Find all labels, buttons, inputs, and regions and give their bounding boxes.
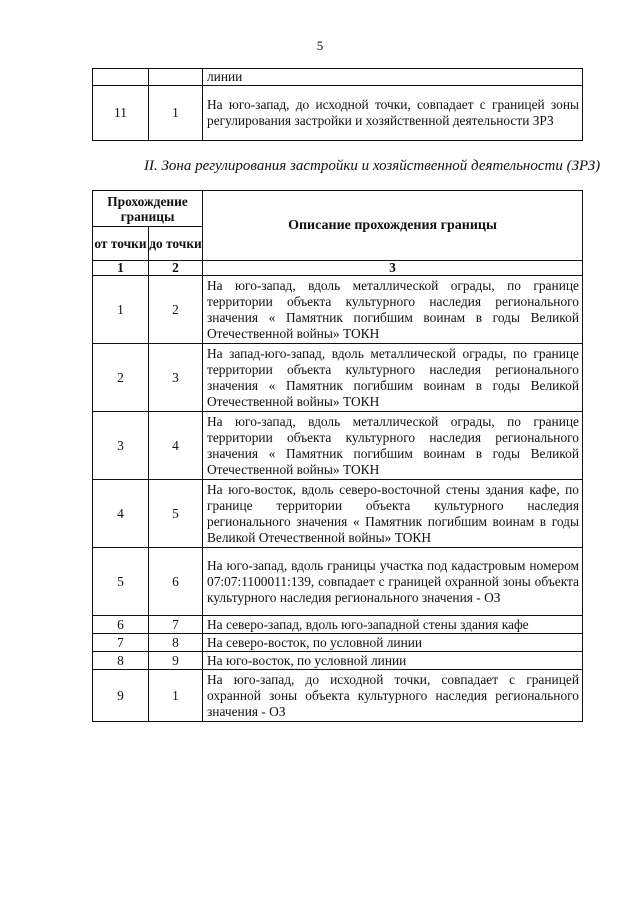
column-number: 2: [149, 261, 203, 276]
description-cell: линии: [203, 69, 583, 86]
description-header: Описание прохождения границы: [203, 191, 583, 261]
to-point-cell: 6: [149, 548, 203, 616]
table-row: [93, 276, 583, 344]
description-cell: На запад-юго-запад, вдоль металлической ограды, по границе территории объекта культурного наследия регионального значения « Памятник погибшим воинам в годы Великой Отечественной войны» ТОКН: [203, 344, 583, 412]
from-point-cell: 8: [93, 652, 149, 670]
description-cell: На юго-восток, вдоль северо-восточной стены здания кафе, по границе территории объекта культурного наследия регионального значения « Памятник погибшим воинам в годы Великой Отечественной войны» ТОКН: [203, 480, 583, 548]
description-cell: На северо-восток, по условной линии: [203, 634, 583, 652]
continuation-table: [92, 68, 583, 141]
table-row: [93, 652, 583, 670]
description-cell: На юго-запад, вдоль металлической ограды, по границе территории объекта культурного наследия регионального значения « Памятник погибшим воинам в годы Великой Отечественной войны» ТОКН: [203, 276, 583, 344]
to-point-cell: 8: [149, 634, 203, 652]
from-point-cell: 2: [93, 344, 149, 412]
description-cell: На юго-запад, до исходной точки, совпадает с границей охранной зоны объекта культурного наследия регионального значения - ОЗ: [203, 670, 583, 722]
table-row: [93, 616, 583, 634]
to-point-cell: [149, 69, 203, 86]
section-title: II. Зона регулирования застройки и хозяйственной деятельности (ЗРЗ): [144, 158, 601, 174]
table-row: [93, 670, 583, 722]
table-row: [93, 480, 583, 548]
description-cell: На юго-запад, вдоль металлической ограды, по границе территории объекта культурного наследия регионального значения « Памятник погибшим воинам в годы Великой Отечественной войны» ТОКН: [203, 412, 583, 480]
column-number: 3: [203, 261, 583, 276]
to-point-cell: 7: [149, 616, 203, 634]
to-point-cell: 9: [149, 652, 203, 670]
table-row: [93, 548, 583, 616]
from-point-cell: 6: [93, 616, 149, 634]
description-cell: На юго-восток, по условной линии: [203, 652, 583, 670]
column-numbers-row: [93, 261, 583, 276]
from-point-cell: 1: [93, 276, 149, 344]
from-point-cell: 5: [93, 548, 149, 616]
boundary-table: [92, 190, 583, 722]
to-point-cell: 3: [149, 344, 203, 412]
from-point-cell: 4: [93, 480, 149, 548]
description-cell: На юго-запад, вдоль границы участка под кадастровым номером 07:07:1100011:139, совпадает с границей охранной зоны объекта культурного наследия регионального значения - ОЗ: [203, 548, 583, 616]
description-cell: На юго-запад, до исходной точки, совпадает с границей зоны регулирования застройки и хозяйственной деятельности ЗРЗ: [203, 86, 583, 141]
from-point-cell: 3: [93, 412, 149, 480]
to-point-cell: 2: [149, 276, 203, 344]
page-number: 5: [316, 38, 324, 53]
column-number: 1: [93, 261, 149, 276]
from-point-cell: [93, 69, 149, 86]
table-row: [93, 634, 583, 652]
header-row: [93, 191, 583, 227]
table-row: [93, 344, 583, 412]
from-point-cell: 7: [93, 634, 149, 652]
from-point-header: от точки: [93, 227, 149, 261]
to-point-cell: 5: [149, 480, 203, 548]
table-row: [93, 69, 583, 86]
to-point-cell: 1: [149, 86, 203, 141]
passage-header: Прохождение границы: [93, 191, 203, 227]
from-point-cell: 9: [93, 670, 149, 722]
to-point-cell: 4: [149, 412, 203, 480]
to-point-header: до точки: [149, 227, 203, 261]
description-cell: На северо-запад, вдоль юго-западной стены здания кафе: [203, 616, 583, 634]
table-row: [93, 86, 583, 141]
from-point-cell: 11: [93, 86, 149, 141]
to-point-cell: 1: [149, 670, 203, 722]
table-row: [93, 412, 583, 480]
